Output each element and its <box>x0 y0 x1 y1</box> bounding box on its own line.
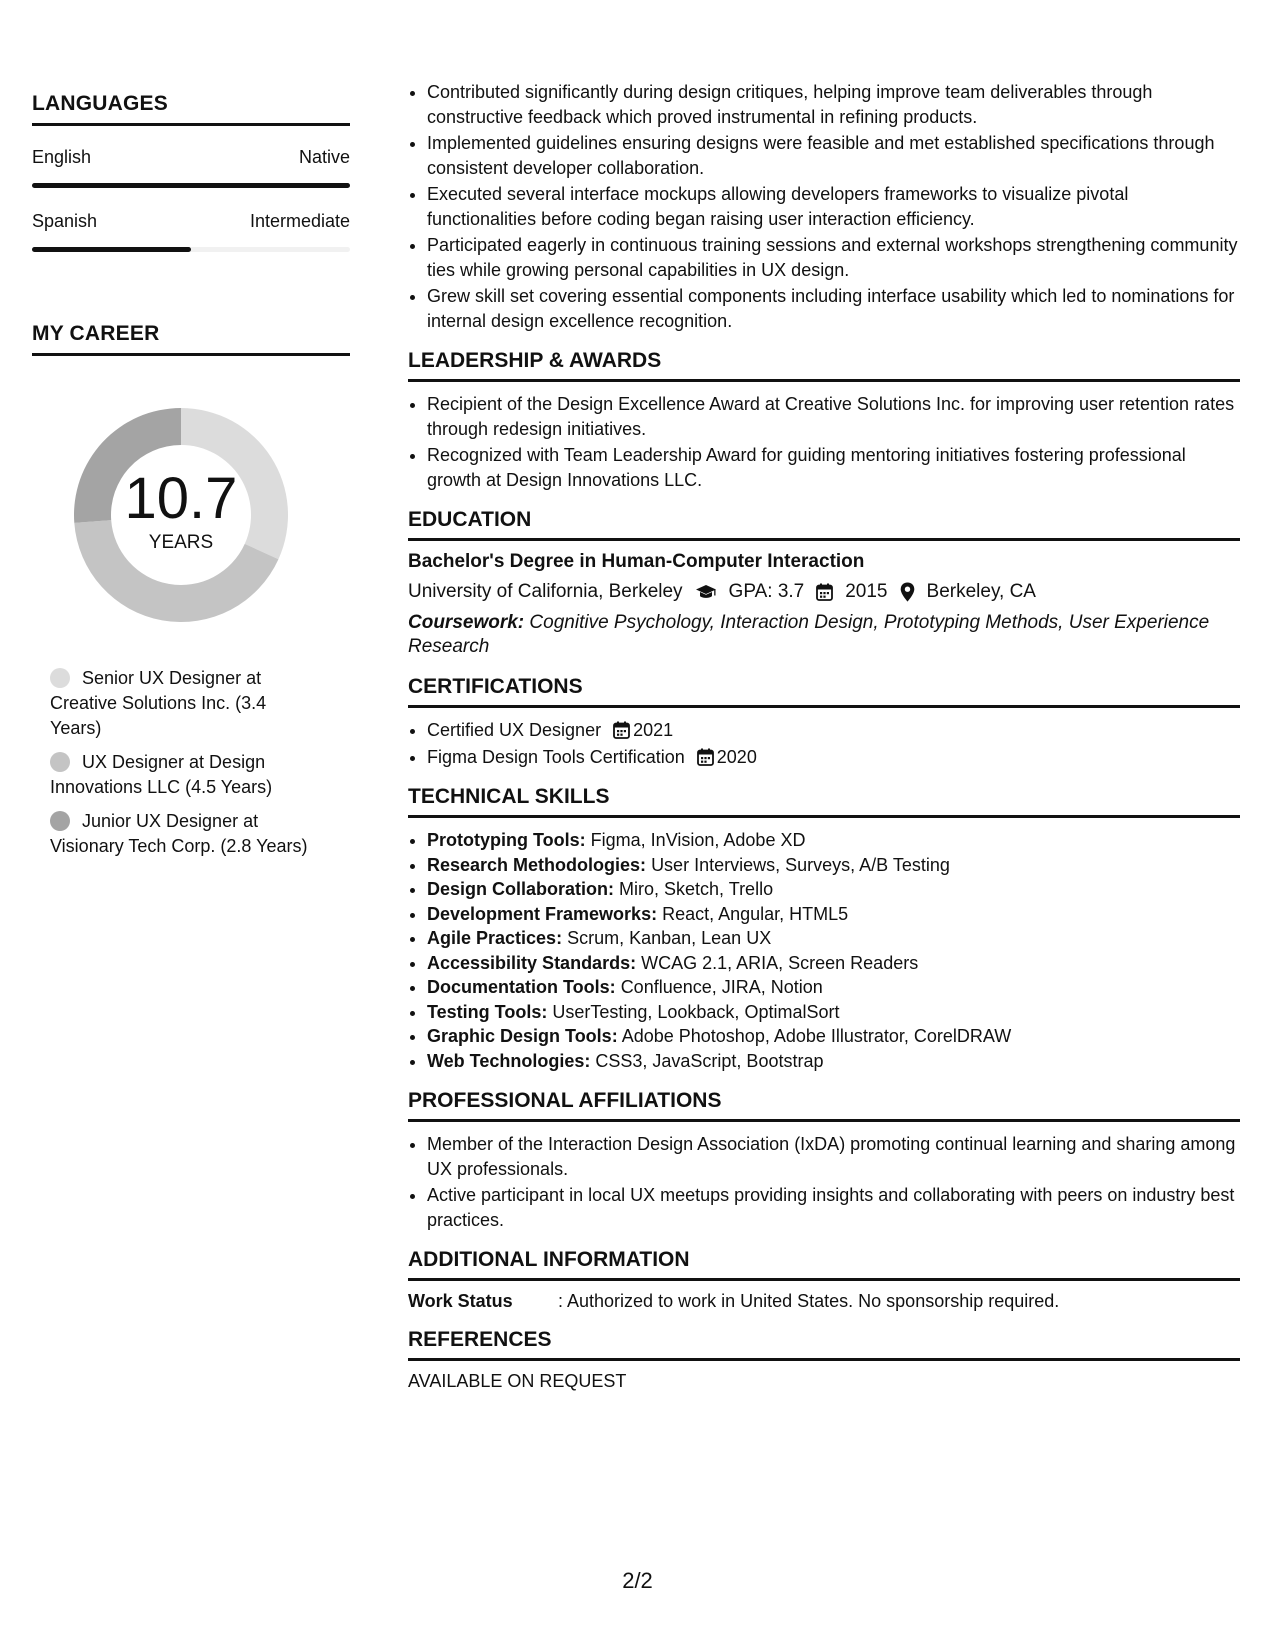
language-item <box>32 211 350 252</box>
list-item <box>427 1000 1240 1025</box>
list-item: • Recognized with Team Leadership Award for guiding mentoring initiatives fostering professional growth at Design Innovations LLC. <box>427 443 1240 492</box>
skill-value: Confluence, JIRA, Notion <box>620 977 823 997</box>
languages-divider <box>32 123 350 126</box>
list-item <box>427 975 1240 1000</box>
certifications-title: CERTIFICATIONS <box>408 675 583 698</box>
skill-value: Miro, Sketch, Trello <box>619 879 774 899</box>
language-name: Spanish <box>32 211 98 231</box>
education-section <box>408 508 1240 659</box>
list-item: • Member of the Interaction Design Association (IxDA) promoting continual learning and sharing among UX professionals. <box>427 1132 1240 1181</box>
additional-section <box>408 1248 1240 1312</box>
page-number: 2/2 <box>622 1568 653 1593</box>
list-item: • Contributed significantly during design critiques, helping improve team deliverables through constructive feedback which proved instrumental in refining products. <box>427 80 1240 129</box>
language-level: Intermediate <box>249 211 350 231</box>
calendar-icon <box>697 748 714 766</box>
list-item: • Executed several interface mockups allowing developers frameworks to visualize pivotal functionalities before coding began raising user interaction efficiency. <box>427 182 1240 231</box>
legend-swatch <box>50 811 70 831</box>
languages-section <box>32 92 350 252</box>
additional-title: ADDITIONAL INFORMATION <box>408 1248 690 1271</box>
skill-label: Web Technologies: <box>427 1050 591 1071</box>
affiliations-section <box>408 1089 1240 1232</box>
language-level: Native <box>298 147 350 167</box>
graduation-cap-icon <box>695 584 717 600</box>
skill-label: Research Methodologies: <box>427 854 647 875</box>
education-details <box>408 581 1240 603</box>
leadership-section <box>408 349 1240 492</box>
career-section <box>32 322 350 859</box>
references-title: REFERENCES <box>408 1328 552 1351</box>
legend-label: Junior UX Designer at Visionary Tech Corp. (2.8 Years) <box>50 811 308 856</box>
education-coursework <box>408 611 1240 659</box>
skill-value: React, Angular, HTML5 <box>662 903 849 924</box>
education-location: Berkeley, CA <box>926 581 1036 602</box>
certifications-section <box>408 675 1240 769</box>
legend-swatch <box>50 752 70 772</box>
language-proficiency-bar <box>32 183 350 188</box>
affiliations-title: PROFESSIONAL AFFILIATIONS <box>408 1089 722 1112</box>
leadership-title: LEADERSHIP & AWARDS <box>408 349 662 372</box>
languages-title: LANGUAGES <box>32 92 168 115</box>
career-total-years: 10.7 <box>124 466 238 531</box>
section-divider <box>408 379 1240 382</box>
list-item: • Participated eagerly in continuous training sessions and external workshops strengthening community ties while growing personal capabilities in UX design. <box>427 233 1240 282</box>
work-status-label: Work Status <box>408 1291 513 1311</box>
skill-value: Figma, InVision, Adobe XD <box>590 830 806 850</box>
education-year: 2015 <box>845 581 888 602</box>
language-proficiency-fill <box>32 183 350 188</box>
skill-value: WCAG 2.1, ARIA, Screen Readers <box>641 952 919 973</box>
calendar-icon <box>816 583 833 601</box>
skill-label: Documentation Tools: <box>427 977 616 997</box>
section-divider <box>408 1358 1240 1361</box>
list-item <box>427 926 1240 951</box>
legend-swatch <box>50 668 70 688</box>
list-item <box>427 902 1240 927</box>
work-status-value: : Authorized to work in United States. No sponsorship required. <box>558 1291 1060 1311</box>
education-school: University of California, Berkeley <box>408 581 683 602</box>
language-name: English <box>32 147 92 167</box>
legend-item <box>50 666 322 741</box>
experience-bullets <box>408 80 1240 333</box>
legend-label: UX Designer at Design Innovations LLC (4.5 Years) <box>50 752 273 797</box>
legend-item <box>50 750 322 800</box>
section-divider <box>408 815 1240 818</box>
legend-label: Senior UX Designer at Creative Solutions Inc. (3.4 Years) <box>50 668 267 738</box>
certification-name: Certified UX Designer <box>427 720 602 740</box>
language-proficiency-fill <box>32 247 191 252</box>
coursework-label: Coursework: <box>408 612 525 633</box>
skill-value: Adobe Photoshop, Adobe Illustrator, CorelDRAW <box>621 1026 1012 1046</box>
left-column <box>32 92 350 868</box>
skill-label: Prototyping Tools: <box>427 830 586 850</box>
section-divider <box>408 1119 1240 1122</box>
certification-name: Figma Design Tools Certification <box>427 746 685 767</box>
list-item <box>427 951 1240 976</box>
references-section <box>408 1328 1240 1392</box>
right-column <box>408 80 1240 1392</box>
education-gpa: GPA: 3.7 <box>728 581 805 602</box>
list-item <box>427 745 1240 770</box>
section-divider <box>408 1278 1240 1281</box>
skill-label: Design Collaboration: <box>427 879 615 899</box>
section-divider <box>408 538 1240 541</box>
coursework-text: Cognitive Psychology, Interaction Design, Prototyping Methods, User Experience Research <box>408 612 1210 657</box>
career-donut-chart <box>66 400 296 630</box>
list-item <box>427 877 1240 902</box>
skill-value: CSS3, JavaScript, Bootstrap <box>595 1050 824 1071</box>
list-item: • Grew skill set covering essential components including interface usability which led to nominations for internal design excellence recognition. <box>427 284 1240 333</box>
skills-title: TECHNICAL SKILLS <box>408 785 610 808</box>
work-status-row <box>408 1291 1240 1312</box>
skill-label: Graphic Design Tools: <box>427 1026 618 1046</box>
skills-section <box>408 785 1240 1073</box>
list-item: • Implemented guidelines ensuring designs were feasible and met established specifications through consistent developer collaboration. <box>427 131 1240 180</box>
education-title: EDUCATION <box>408 508 532 531</box>
certification-year: 2021 <box>633 720 674 740</box>
career-legend <box>32 666 322 859</box>
list-item <box>427 1024 1240 1049</box>
skill-label: Accessibility Standards: <box>427 952 637 973</box>
career-total-unit: YEARS <box>148 532 214 553</box>
skill-label: Testing Tools: <box>427 1001 548 1022</box>
language-item <box>32 147 350 188</box>
certification-year: 2020 <box>716 746 757 767</box>
list-item <box>427 1049 1240 1074</box>
skill-value: Scrum, Kanban, Lean UX <box>567 928 772 948</box>
calendar-icon <box>613 721 630 739</box>
career-title: MY CAREER <box>32 322 160 345</box>
references-text: AVAILABLE ON REQUEST <box>408 1371 627 1391</box>
career-divider <box>32 353 350 356</box>
map-pin-icon <box>900 582 915 602</box>
list-item: • Recipient of the Design Excellence Award at Creative Solutions Inc. for improving user retention rates through redesign initiatives. <box>427 392 1240 441</box>
skill-label: Agile Practices: <box>427 928 563 948</box>
skill-label: Development Frameworks: <box>427 903 658 924</box>
section-divider <box>408 705 1240 708</box>
education-degree: Bachelor's Degree in Human-Computer Interaction <box>408 551 865 572</box>
list-item <box>427 718 1240 743</box>
list-item <box>427 853 1240 878</box>
language-proficiency-bar <box>32 247 350 252</box>
list-item: • Active participant in local UX meetups providing insights and collaborating with peers on industry best practices. <box>427 1183 1240 1232</box>
list-item <box>427 828 1240 853</box>
skill-value: User Interviews, Surveys, A/B Testing <box>651 854 950 875</box>
skill-value: UserTesting, Lookback, OptimalSort <box>552 1001 840 1022</box>
legend-item <box>50 809 322 859</box>
